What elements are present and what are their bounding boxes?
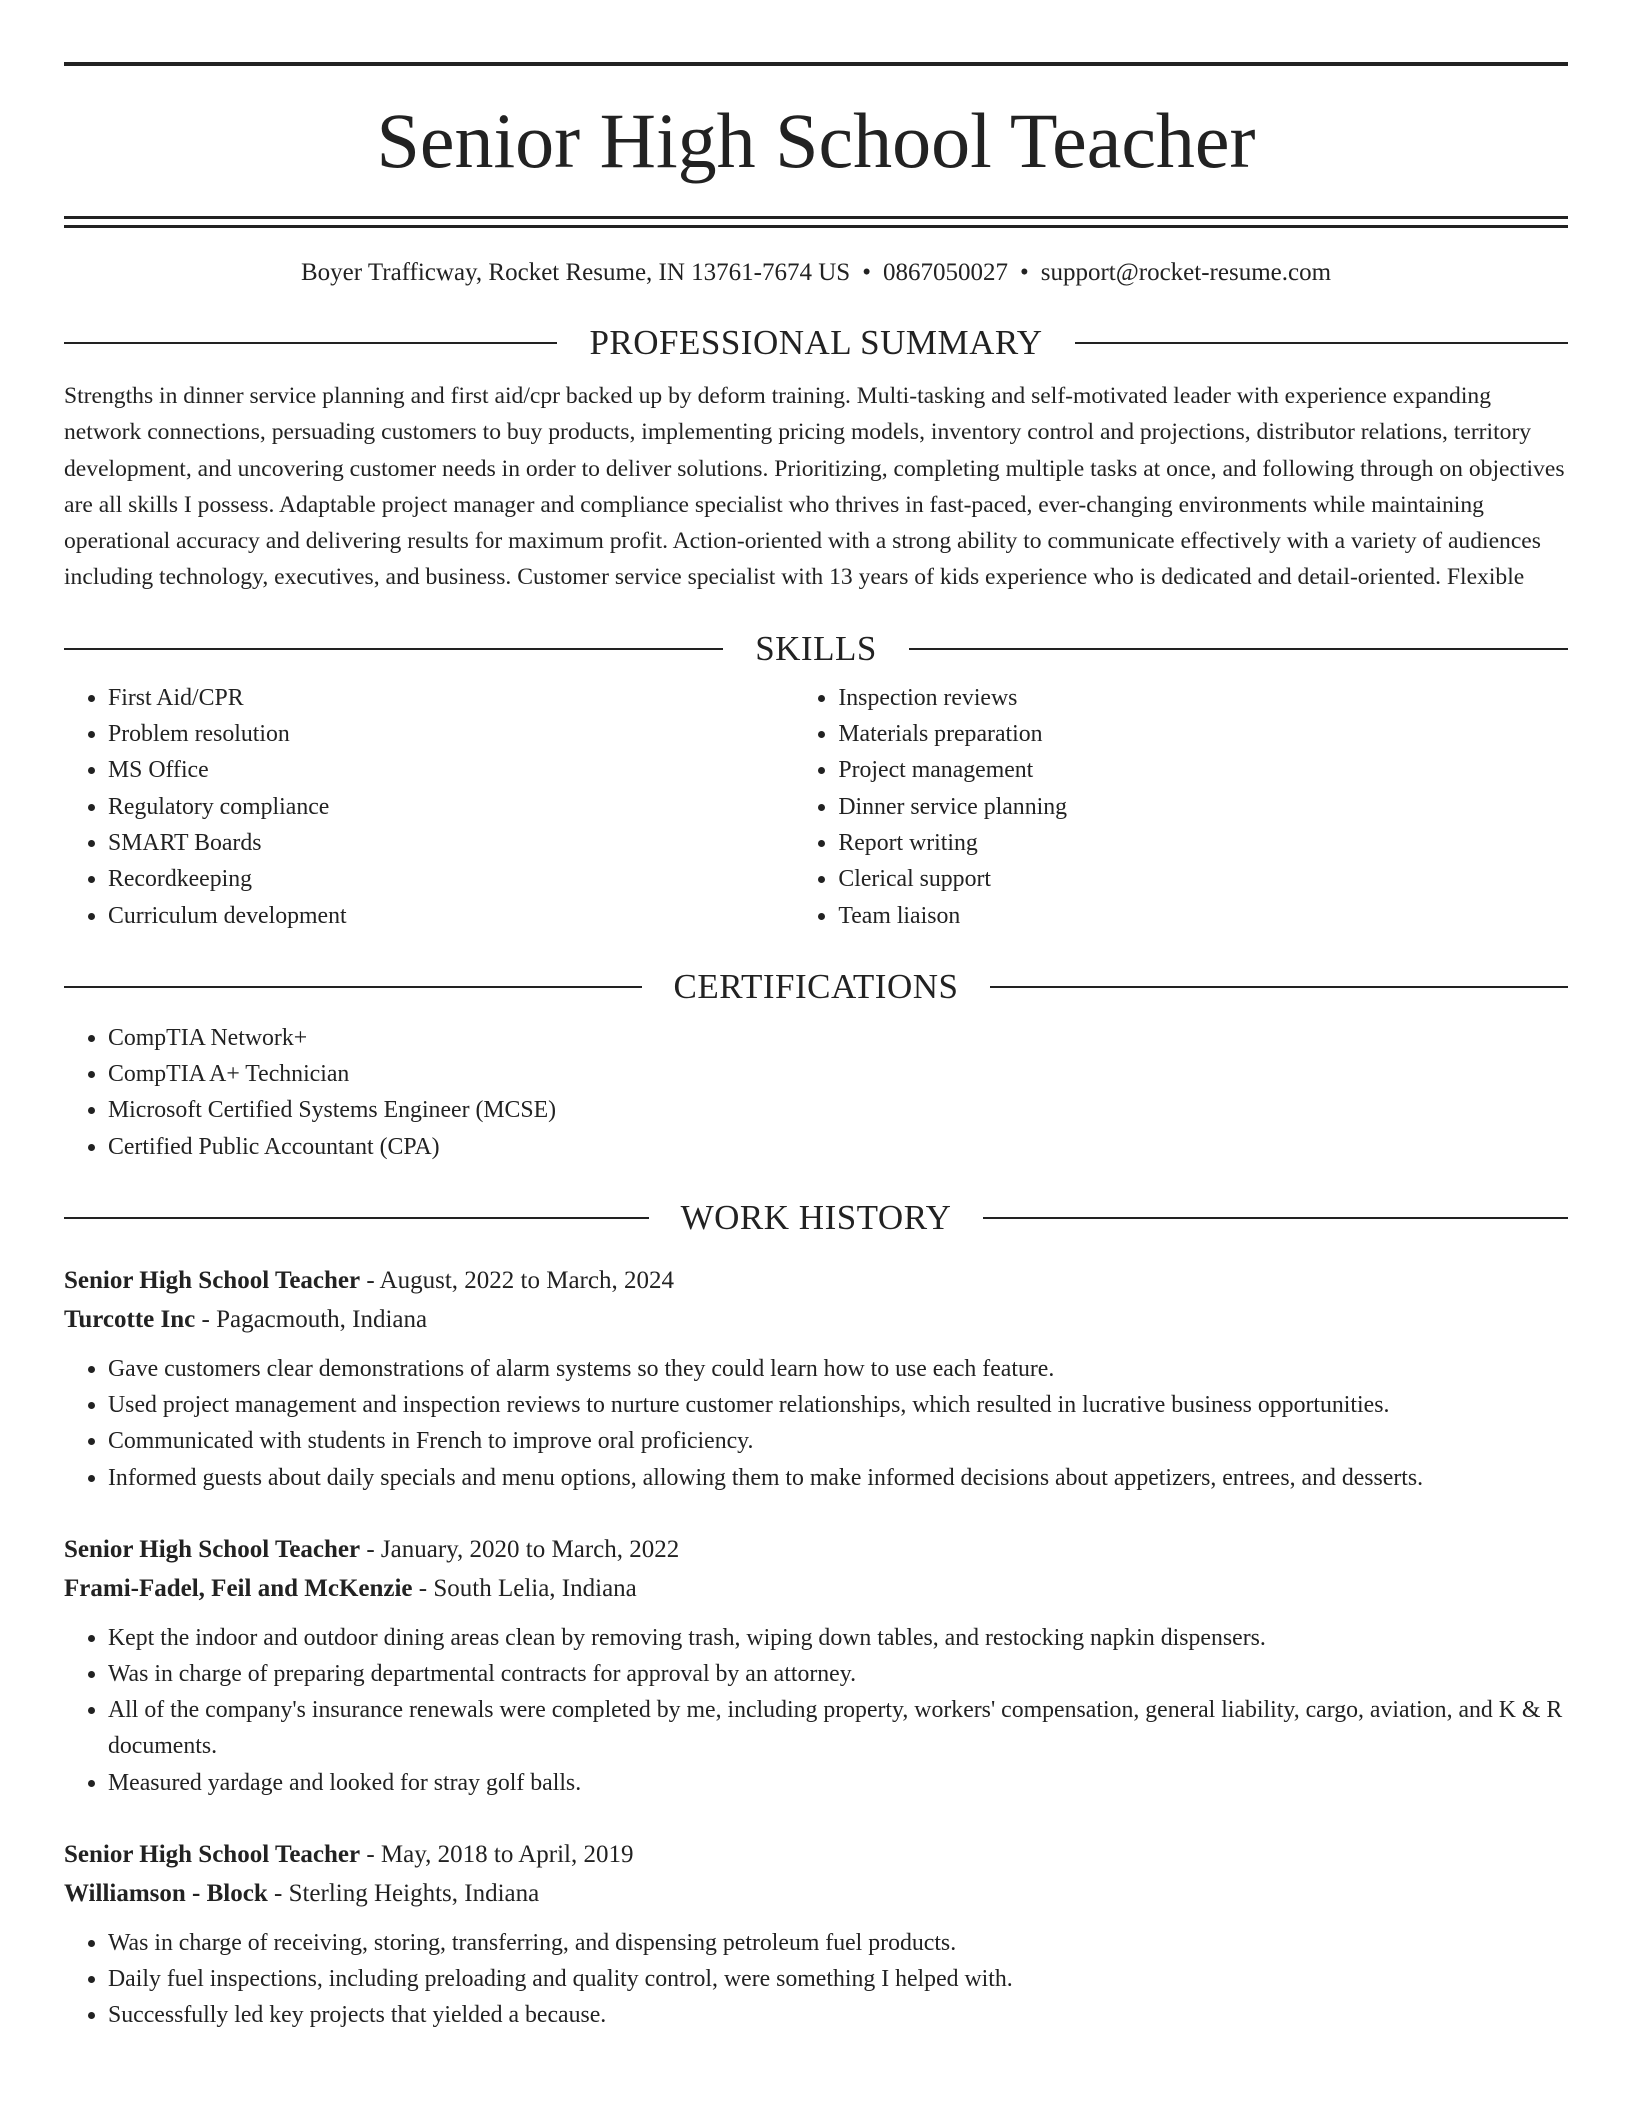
contact-email: support@rocket-resume.com xyxy=(1040,259,1332,286)
job-bullet: • Was in charge of receiving, storing, transferring, and dispensing petroleum fuel products. xyxy=(108,1925,1568,1961)
top-rule xyxy=(64,62,1568,66)
job-location: - South Lelia, Indiana xyxy=(412,1574,637,1602)
contact-address: Boyer Trafficway, Rocket Resume, IN 13761-7674 US xyxy=(300,259,851,286)
certifications-list xyxy=(64,1020,1568,1165)
job-entry xyxy=(64,1261,1568,1496)
job-bullet: • Was in charge of preparing departmental contracts for approval by an attorney. xyxy=(108,1656,1568,1692)
job-role: Senior High School Teacher xyxy=(64,1840,361,1868)
job-company: Turcotte Inc xyxy=(64,1306,196,1334)
job-bullet: • Measured yardage and looked for stray golf balls. xyxy=(108,1765,1568,1801)
job-bullet: • Informed guests about daily specials and menu options, allowing them to make informed decisions about appetizers, entrees, and desserts. xyxy=(108,1460,1568,1496)
job-bullet: • Communicated with students in French to improve oral proficiency. xyxy=(108,1423,1568,1459)
skill-item: • Team liaison xyxy=(838,898,1568,934)
header-double-rule xyxy=(64,216,1568,228)
heading-rule-right xyxy=(990,986,1568,988)
job-company: Frami-Fadel, Feil and McKenzie xyxy=(64,1574,413,1602)
heading-rule-right xyxy=(1075,342,1568,344)
section-title: CERTIFICATIONS xyxy=(673,966,959,1006)
work-history-heading xyxy=(64,1195,1568,1241)
skills-heading xyxy=(64,626,1568,672)
skill-item: • Inspection reviews xyxy=(838,680,1568,716)
skill-item: • Project management xyxy=(838,752,1568,788)
skill-item: • SMART Boards xyxy=(108,825,794,861)
job-bullets xyxy=(64,1351,1568,1496)
section-title: SKILLS xyxy=(755,628,877,668)
skill-item: • Curriculum development xyxy=(108,898,794,934)
job-location: - Pagacmouth, Indiana xyxy=(195,1306,428,1334)
job-entry xyxy=(64,1835,1568,2034)
job-location: - Sterling Heights, Indiana xyxy=(267,1879,540,1907)
job-dates: - May, 2018 to April, 2019 xyxy=(360,1840,634,1868)
heading-rule-left xyxy=(64,986,642,988)
contact-separator: • xyxy=(862,259,871,286)
section-title: PROFESSIONAL SUMMARY xyxy=(589,323,1043,362)
skill-item: • Report writing xyxy=(838,825,1568,861)
job-dates: - January, 2020 to March, 2022 xyxy=(360,1535,680,1563)
job-bullet: • All of the company's insurance renewals were completed by me, including property, workers' compensation, general liability, cargo, aviation, and K & R documents. xyxy=(108,1692,1568,1764)
job-company: Williamson - Block xyxy=(64,1879,268,1907)
job-title-line xyxy=(64,1835,1568,1874)
job-bullet: • Used project management and inspection reviews to nurture customer relationships, which resulted in lucrative business opportunities. xyxy=(108,1387,1568,1423)
contact-phone: 0867050027 xyxy=(882,259,1008,286)
certification-item: • CompTIA A+ Technician xyxy=(108,1056,1568,1092)
heading-rule-left xyxy=(64,1217,649,1219)
heading-rule-right xyxy=(909,648,1568,650)
contact-line xyxy=(64,256,1568,290)
certification-item: • Microsoft Certified Systems Engineer (MCSE) xyxy=(108,1092,1568,1128)
skill-item: • Dinner service planning xyxy=(838,789,1568,825)
job-bullet: • Kept the indoor and outdoor dining areas clean by removing trash, wiping down tables, and restocking napkin dispensers. xyxy=(108,1620,1568,1656)
skill-item: • Materials preparation xyxy=(838,716,1568,752)
certification-item: • CompTIA Network+ xyxy=(108,1020,1568,1056)
skill-item: • MS Office xyxy=(108,752,794,788)
job-role: Senior High School Teacher xyxy=(64,1535,361,1563)
job-entry xyxy=(64,1530,1568,1801)
summary-text: Strengths in dinner service planning and first aid/cpr backed up by deform training. Multi-tasking and self-motivated leader with experience expanding network connections, persuading customers to buy products, implementing pricing models, inventory control and projections, distributor relations, territory development, and uncovering customer needs in order to deliver solutions. Prioritizing, completing multiple tasks at once, and following through on objectives are all skills I possess. Adaptable project manager and compliance specialist who thrives in fast-paced, ever-changing environments while maintaining operational accuracy and delivering results for maximum profit. Action-oriented with a strong ability to communicate effectively with a variety of audiences including technology, executives, and business. Customer service specialist with 13 years of kids experience who is dedicated and detail-oriented. Flexible xyxy=(64,383,1565,591)
certification-item: • Certified Public Accountant (CPA) xyxy=(108,1129,1568,1165)
skills-column-right xyxy=(794,680,1568,934)
resume-page xyxy=(64,0,1568,2033)
heading-rule-right xyxy=(983,1217,1568,1219)
skill-item: • First Aid/CPR xyxy=(108,680,794,716)
heading-rule-left xyxy=(64,342,557,344)
skills-list xyxy=(64,680,1568,934)
skill-item: • Regulatory compliance xyxy=(108,789,794,825)
skills-column-left xyxy=(64,680,794,934)
job-title-line xyxy=(64,1261,1568,1300)
skill-item: • Problem resolution xyxy=(108,716,794,752)
job-company-line xyxy=(64,1300,1568,1339)
job-bullet: • Daily fuel inspections, including preloading and quality control, were something I helped with. xyxy=(108,1961,1568,1997)
job-title-line xyxy=(64,1530,1568,1569)
resume-name: Senior High School Teacher xyxy=(376,97,1256,184)
heading-rule-left xyxy=(64,648,723,650)
skill-item: • Clerical support xyxy=(838,861,1568,897)
job-bullets xyxy=(64,1925,1568,2034)
job-company-line xyxy=(64,1569,1568,1608)
contact-separator: • xyxy=(1019,259,1029,286)
job-bullet: • Gave customers clear demonstrations of alarm systems so they could learn how to use each feature. xyxy=(108,1351,1568,1387)
summary-heading xyxy=(64,320,1568,366)
job-bullets xyxy=(64,1620,1568,1801)
section-title: WORK HISTORY xyxy=(680,1198,952,1238)
job-role: Senior High School Teacher xyxy=(64,1267,361,1295)
skill-item: • Recordkeeping xyxy=(108,861,794,897)
job-bullet: • Successfully led key projects that yielded a because. xyxy=(108,1997,1568,2033)
certifications-heading xyxy=(64,964,1568,1010)
job-dates: - August, 2022 to March, 2024 xyxy=(360,1267,674,1295)
job-company-line xyxy=(64,1874,1568,1913)
